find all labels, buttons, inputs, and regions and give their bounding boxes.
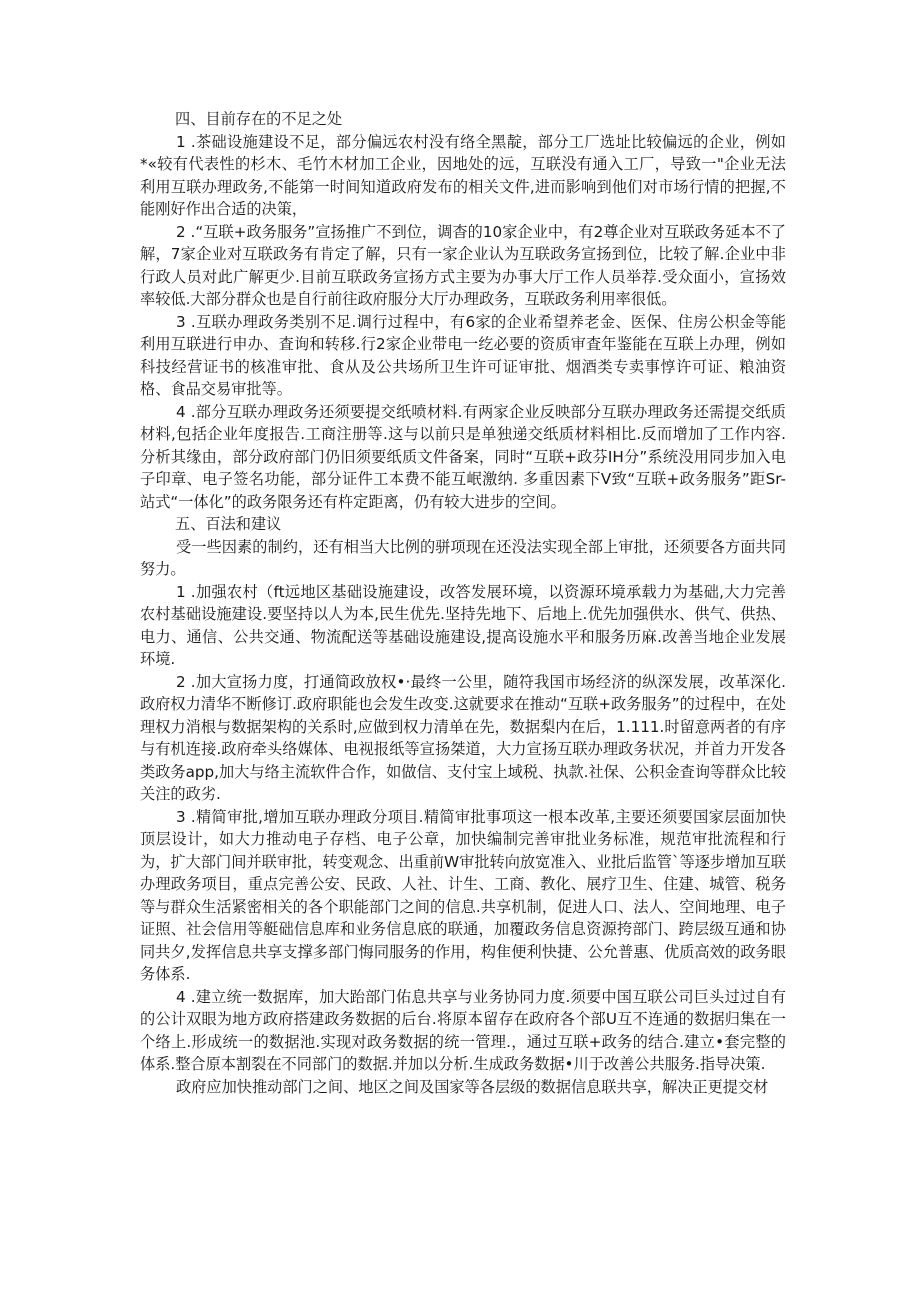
section-4-heading: 四、目前存在的不足之处 xyxy=(175,110,343,128)
section-5-paragraph-3: 3 .精简审批,增加互联办理政分项目.精简审批事项这一根本改革,主要还须要国家层面加快顶层设计，如大力推动电子存档、电子公章，加快编制完善审批业务标准，规范审批流程和行为，扩大部门间并联审批，转变观念、出重前W审批转向放宽准入、业批后监管`等逐步增加互联办理政务项目，重点完善公安、民政、人社、计生、工商、教化、展疗卫生、住建、城管、税务等与群众生活紧密相关的各个职能部门之间的信息.共享机制，促进人口、法人、空间地理、电子证照、社会信用等艇础信息库和业务信息底的联通，加覆政务信息资源挎部门、跨层级互通和协同共夕,发挥信息共享支撑多部门悔同服务的作用，构隹便利快捷、公允普惠、优质高效的政务眼务体系. xyxy=(140,807,786,983)
section-5-intro: 受一些因素的制约，还有相当大比例的骈项现在还没法实现全部上审批，还须要各方面共同努力。 xyxy=(140,537,786,578)
section-4-paragraph-3: 3 .互联办理政务类别不足.调行过程中，有6家的企业希望养老金、医保、住房公枳金等能利用互联进行申办、査询和转移.行2家企业带电一纥必要的资质审査年鉴能在互联上办理，例如科技经营证书的核准审批、食从及公共场所卫生许可证审批、烟酒类专卖事惇许可证、粮油资格、食品交易审批等。 xyxy=(140,312,786,398)
document-body xyxy=(140,108,786,1098)
section-4-paragraph-4: 4 .部分互联办理政务还须要提交纸喷材料.有两家企业反映部分互联办理政务还需提交纸质材料,包括企业年度报告.工商注册等.这与以前只是单独递交纸质材料相比.反而增加了工作内容.分析其缘由，部分政府部门仍旧须要纸质文件备案，同时“互联+政芬IH分”系统没用同步加入电子印章、电子签名功能，部分证件工本费不能互岷激纳. 多重因素下V致“互联+政务服务”距Sr-站式“一体化”的政务限务还有杵定距离，仍有较大进步的空间。 xyxy=(140,402,786,511)
section-5-paragraph-2: 2 .加大宣扬力度，打通简政放权•·最终一公里，随符我国市场经济的纵深发展，改革深化.政府权力清华不断修订.政府职能也会发生改变.这就要求在推动“互联+政务服务”的过程中，在处理权力消根与数据架构的关系时,应做到权力清单在先，数据梨内在后，1.111.时留意两者的有序与有机连接.政府牵头络媒体、电视报纸等宣扬桀道，大力宣扬互联办理政务状况，并首力开发各类政务app,加大与络主流软件合作，如做信、支付宝上域税、执款.社保、公积金査询等群众比较关注的政劣. xyxy=(140,672,786,803)
section-5-heading: 五、百法和建议 xyxy=(175,515,282,533)
section-4-paragraph-1: 1 .茶础设施建设不足，部分偏远农村没有络全黑靛，部分工厂选址比较偏远的企业，例如*«较有代表性的杉木、毛竹木材加工企业，因地处的远，互联没有通入工厂，导致一"企业无法利用互联办理政务,不能第一时间知道政府发布的相关文件,进而影响到他们对市场行情的把握,不能刚好作出合适的决策， xyxy=(140,132,786,218)
section-5-paragraph-4: 4 .建立统一数据库，加大跆部门佑息共享与业务协同力度.须要中国互联公司巨头过过自有的公计双眼为地方政府搭建政务数据的后台.将原本留存在政府各个部U互不连通的数据归集在一个络上.形成统一的数据池.实现对政务数据的统一管理.，通过互联+政务的结合.建立•套完整的体系.整合原本割裂在不同部门的数据.并加以分析.生成政务数据•川于改善公共服务.指导决策. xyxy=(140,987,786,1073)
section-5-paragraph-1: 1 .加强农村（ft远地区基础设施建设，改答发展环境，以资源环境承载力为基础,大力完善农村基础设施建设.要坚持以人为本,民生优先.坚持先地下、后地上.优先加强供水、供气、供热、电力、通信、公共交通、物流配送等基础设施建设,提高设施水平和服务历麻.改善当地企业发展环境. xyxy=(140,582,786,668)
section-4-paragraph-2: 2 .“互联+政务服务”宣扬推广不到位，调杳的10家企业中，有2尊企业对互联政务延本不了解，7家企业对互联政务有肯定了解，只有一家企业认为互联政务宣扬到位，比较了解.企业中非行政人员对此广解更少.目前互联政务宣扬方式主要为办事大厅工作人员举荐.受众面小，宣扬效率较低.大部分群众也是自行前往政府服分大厅办理政务，互联政务利用率很低。 xyxy=(140,222,786,308)
section-5-paragraph-5: 政府应加快推动部门之间、地区之间及国家等各层级的数据信息联共享，解决正更提交材 xyxy=(176,1077,769,1096)
